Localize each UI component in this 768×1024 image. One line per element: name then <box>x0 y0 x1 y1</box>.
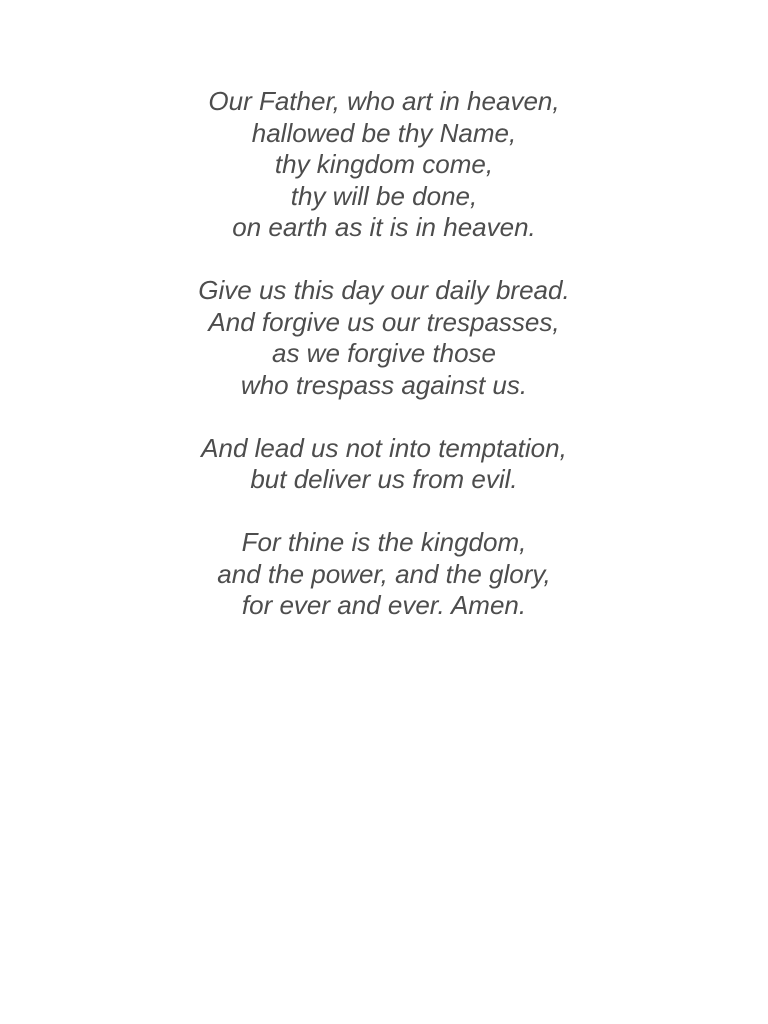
text-line: thy will be done, <box>290 180 478 211</box>
stanza-3 <box>0 433 768 496</box>
text-line: For thine is the kingdom, <box>241 527 527 557</box>
text-line: Our Father, who art in heaven, <box>208 86 560 116</box>
text-line: And forgive us our trespasses, <box>208 306 560 337</box>
stanza-4 <box>0 527 768 622</box>
text-line: hallowed be thy Name, <box>251 117 517 148</box>
text-line: thy kingdom come, <box>274 149 494 179</box>
text-line: for ever and ever. Amen. <box>241 590 527 620</box>
text-line: who trespass against us. <box>240 369 528 400</box>
text-line: and the power, and the glory, <box>217 558 551 589</box>
text-line: as we forgive those <box>271 338 496 368</box>
text-line: Give us this day our daily bread. <box>198 275 570 305</box>
text-line: on earth as it is in heaven. <box>232 212 536 242</box>
text-line: but deliver us from evil. <box>250 464 518 494</box>
text-line: And lead us not into temptation, <box>201 432 567 463</box>
stanza-1 <box>0 86 768 244</box>
prayer-text <box>0 86 768 622</box>
stanza-2 <box>0 275 768 401</box>
